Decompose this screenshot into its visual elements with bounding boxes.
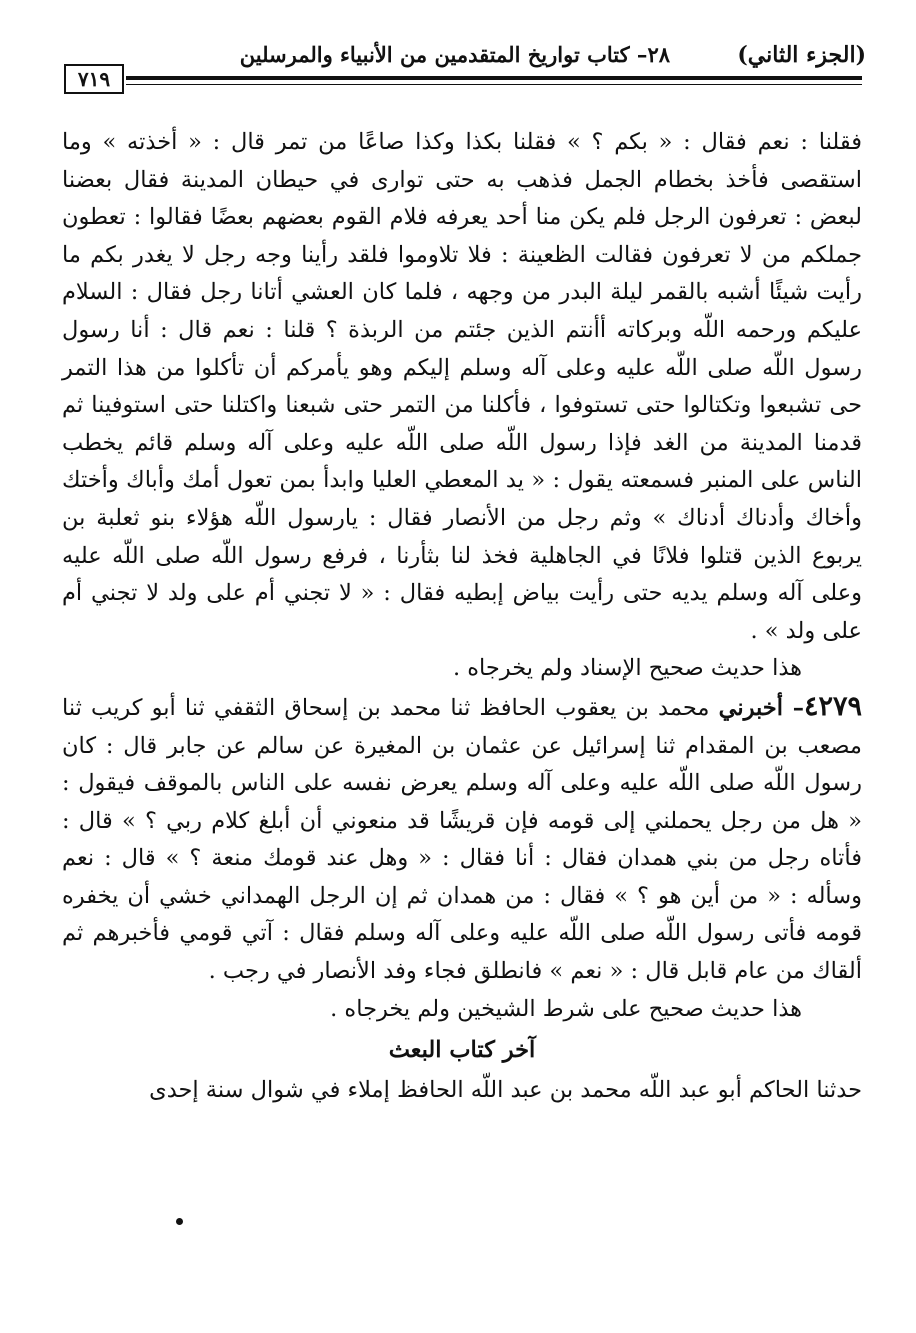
- section-heading: آخر كتاب البعث: [388, 1037, 536, 1064]
- narration-opening-line: حدثنا الحاكم أبو عبد اللّه محمد بن عبد اللّه الحافظ إملاء في شوال سنة إحدى: [149, 1076, 862, 1103]
- hadith-paragraph: [62, 688, 862, 991]
- hadith-number: ٤٢٧٩: [803, 690, 862, 722]
- hadith-continuation-paragraph: فقلنا : نعم فقال : « بكم ؟ » فقلنا بكذا وكذا صاعًا من تمر قال : « أخذته » وما استقصى فأخذ بخطام الجمل فذهب به حتى توارى في حيطان المدينة فقال بعضنا لبعض : تعرفون الرجل فلم يكن منا أحد يعرفه فلام القوم بعضهم بعضًا فقالوا : تعطون جملكم من لا تعرفون فقالت الظعينة : فلا تلاوموا فلقد رأينا وجه رجل لا يغدر بكم ما رأيت شيئًا أشبه بالقمر ليلة البدر من وجهه ، فلما كان العشي أتانا رجل فقال : السلام عليكم ورحمه اللّه وبركاته أأنتم الذين جئتم من الربذة ؟ قلنا : نعم قال : أنا رسول رسول اللّه صلى اللّه عليه وعلى آله وسلم إليكم وهو يأمركم أن تأكلوا من هذا التمر حى تشبعوا وتكتالوا حتى تستوفوا ، فأكلنا من التمر حتى شبعنا واكتلنا حتى استوفينا ثم قدمنا المدينة من الغد فإذا رسول اللّه صلى اللّه عليه وعلى آله وسلم قائم يخطب الناس على المنبر فسمعته يقول : « يد المعطي العليا وابدأ بمن تعول أمك وأباك وأختك وأخاك وأدناك أدناك » وثم رجل من الأنصار فقال : يارسول اللّه هؤلاء بنو ثعلبة بن يربوع الذين قتلوا فلانًا في الجاهلية فخذ لنا بثأرنا ، فرفع رسول اللّه صلى اللّه عليه وعلى آله وسلم يديه حتى رأيت بياض إبطيه فقال : « لا تجني أم على ولد لا تجني أم على ولد » .: [62, 129, 862, 644]
- header-rule-thin: [126, 84, 862, 85]
- hadith-text: محمد بن يعقوب الحافظ ثنا محمد بن إسحاق الثقفي ثنا أبو كريب ثنا مصعب بن المقدام ثنا إسرائيل عن عثمان بن المغيرة عن سالم عن جابر قال : كان رسول اللّه صلى اللّه عليه وعلى آله وسلم يعرض نفسه على الناس بالموقف فيقول : « هل من رجل يحملني إلى قومه فإن قريشًا قد منعوني أن أبلغ كلام ربي ؟ » قال : فأتاه رجل من بني همدان فقال : أنا فقال : « وهل عند قومك منعة ؟ » قال : نعم وسأله : « من أين هو ؟ » فقال : من همدان ثم إن الرجل الهمداني خشي أن يخفره قومه فأتى رسول اللّه صلى اللّه عليه وعلى آله وسلم فقال : آتي قومي فأخبرهم ثم ألقاك من عام قابل قال : « نعم » فانطلق فجاء وفد الأنصار في رجب .: [62, 694, 862, 985]
- grading-note: هذا حديث صحيح على شرط الشيخين ولم يخرجاه .: [330, 995, 802, 1022]
- running-header-part: (الجزء الثاني): [737, 42, 866, 68]
- hadith-lead-word: – أخبرني: [718, 694, 804, 721]
- header-rule-thick: [126, 76, 862, 80]
- page-number: ٧١٩: [64, 64, 124, 94]
- grading-note: هذا حديث صحيح الإسناد ولم يخرجاه .: [452, 655, 802, 682]
- running-header-title: ٢٨– كتاب تواريخ المتقدمين من الأنبياء والمرسلين: [239, 42, 670, 67]
- bullet-mark: [176, 1218, 183, 1225]
- page-body: [62, 124, 862, 1109]
